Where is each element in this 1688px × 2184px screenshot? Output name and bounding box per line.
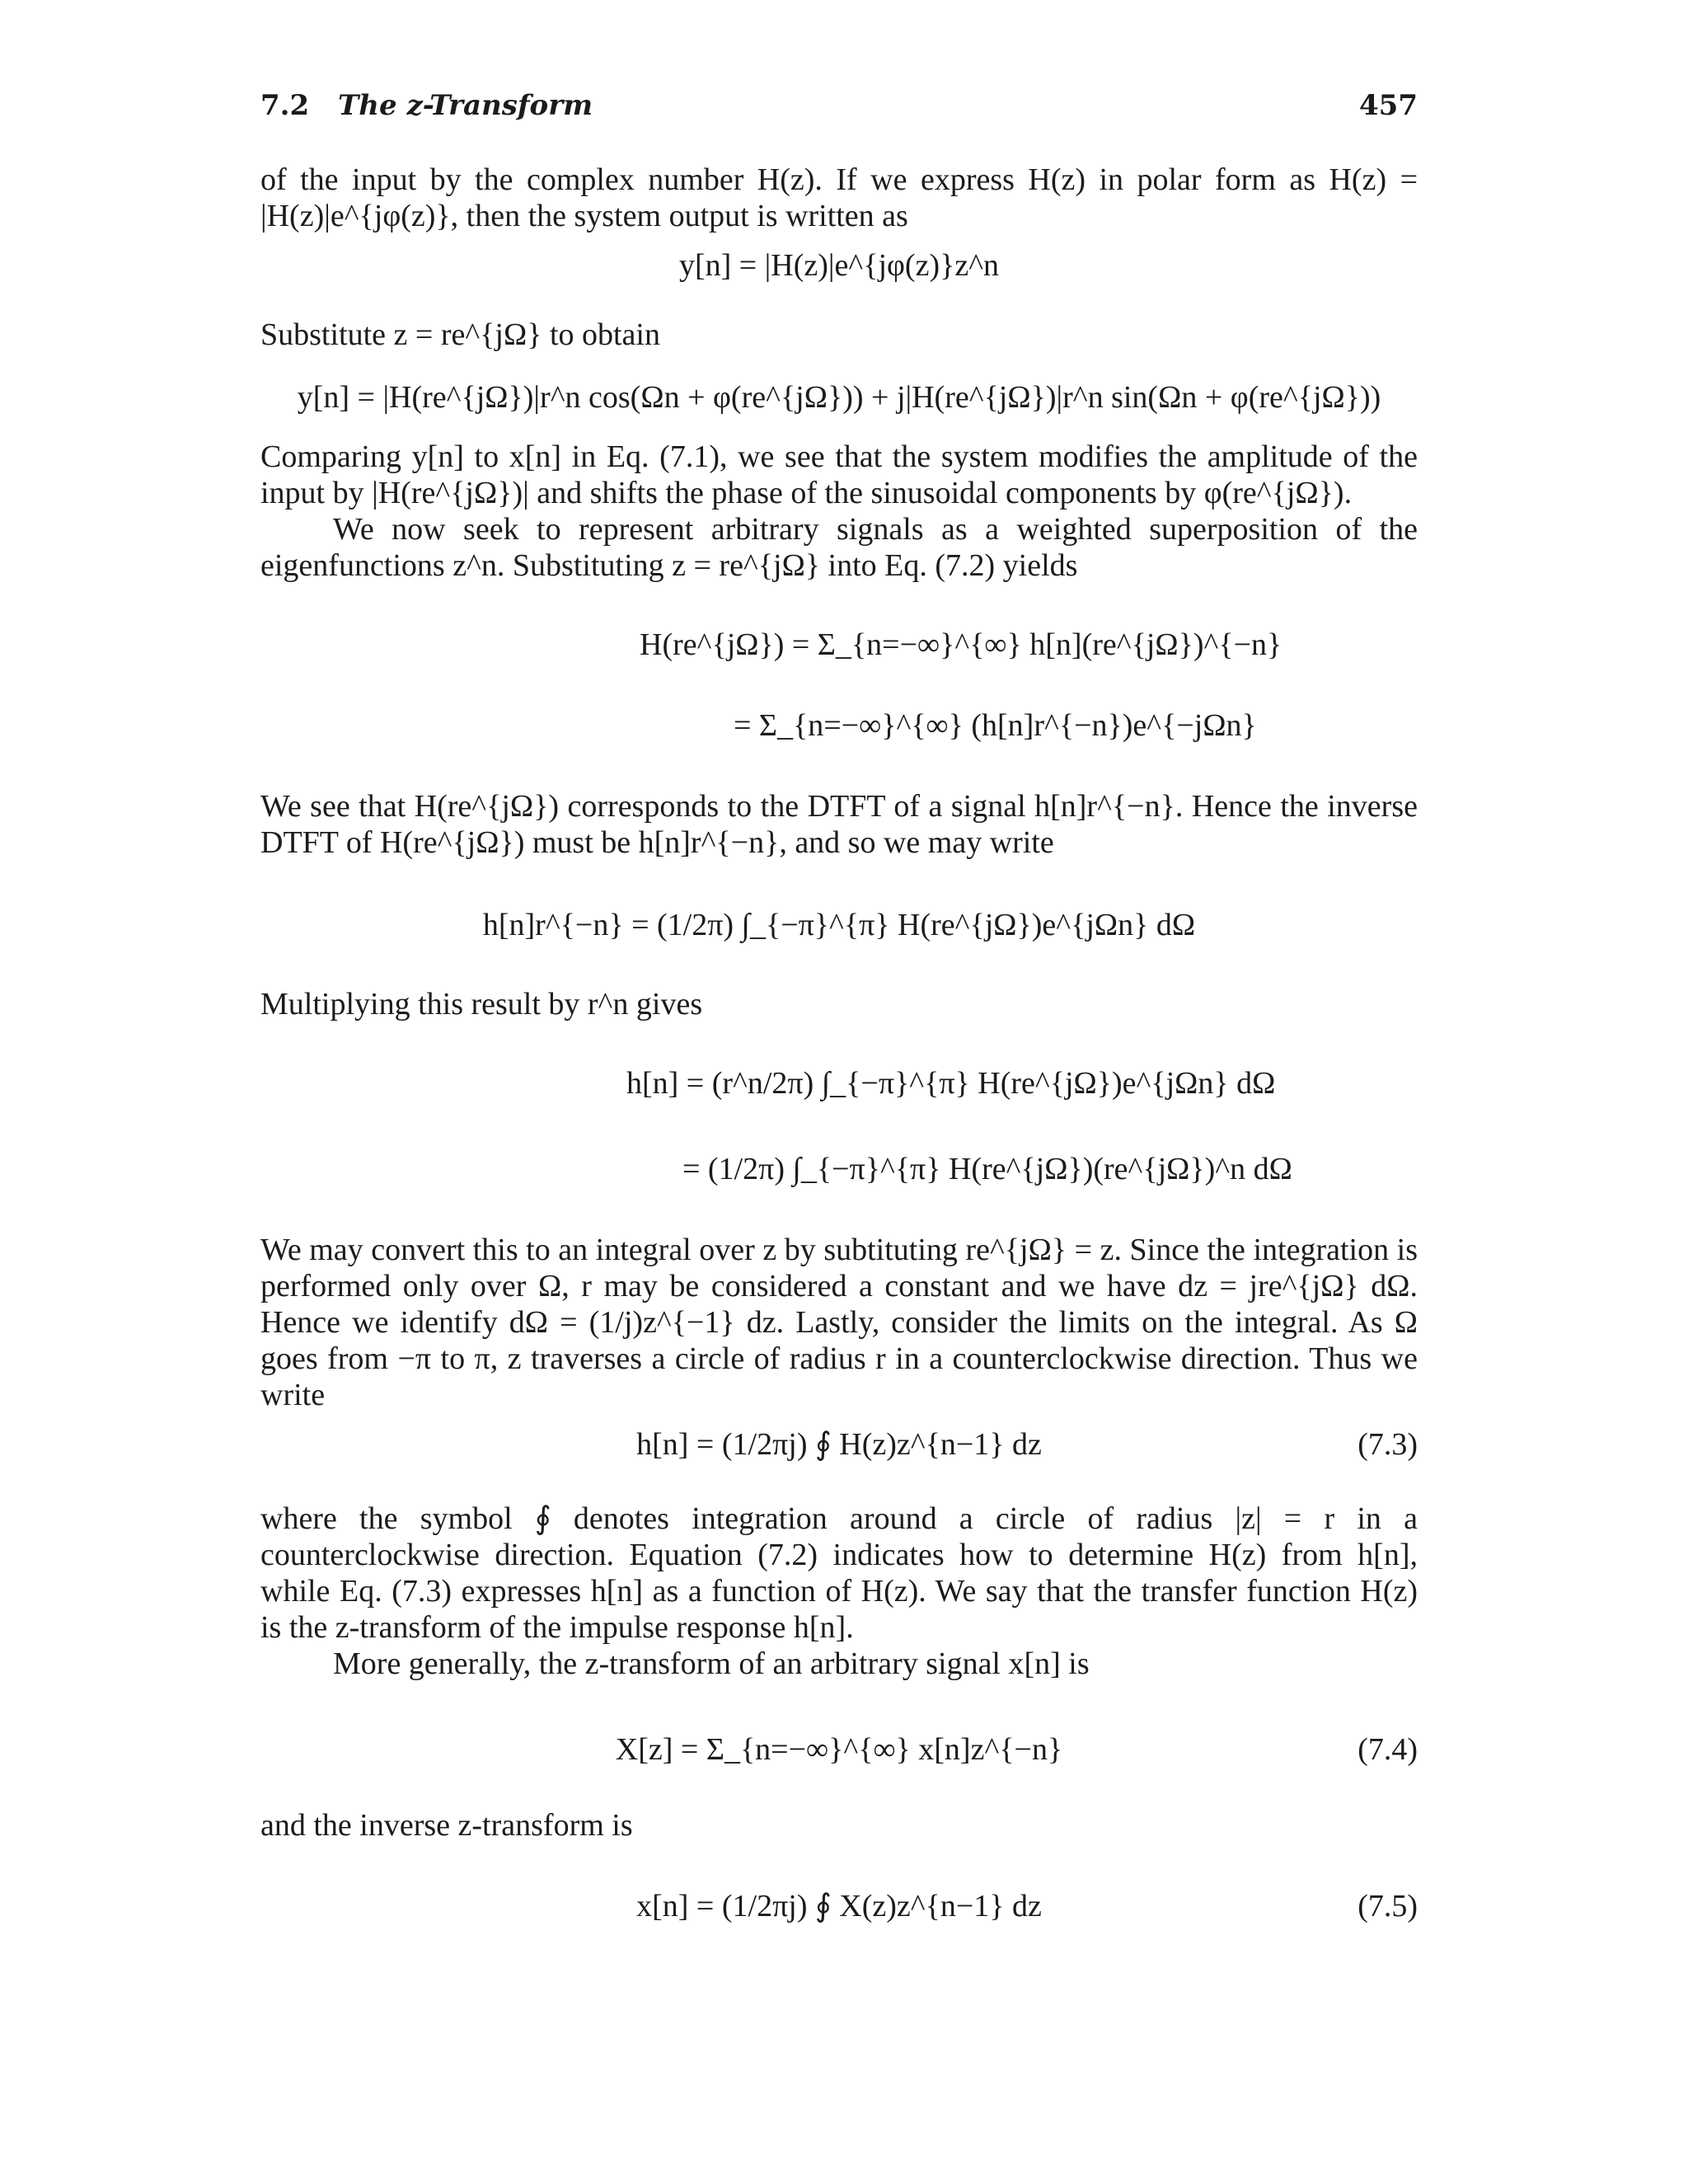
equation-7-3-body: h[n] = (1/2πj) ∮ H(z)z^{n−1} dz	[636, 1427, 1042, 1462]
paragraph-4: We now seek to represent arbitrary signals as a weighted superposition of the eigenfunctions z^n. Substituting z = re^{jΩ} into Eq. (7.2) yields	[260, 512, 1418, 583]
equation-hn-line-1: h[n] = (r^n/2π) ∫_{−π}^{π} H(re^{jΩ})e^{jΩn} dΩ	[626, 1066, 1276, 1101]
equation-7-4-tag: (7.4)	[1357, 1732, 1418, 1767]
paragraph-1: of the input by the complex number H(z). If we express H(z) in polar form as H(z) = |H(z)|e^{jφ(z)}, then the system output is written as	[260, 162, 1418, 233]
page-header	[260, 89, 1418, 139]
paragraph-6: Multiplying this result by r^n gives	[260, 987, 703, 1022]
section-number: 7.2	[260, 89, 310, 122]
paragraph-3: Comparing y[n] to x[n] in Eq. (7.1), we see that the system modifies the amplitude of the input by |H(re^{jΩ})| and shifts the phase of the sinusoidal components by φ(re^{jΩ}).	[260, 439, 1418, 510]
equation-7-4-body: X[z] = Σ_{n=−∞}^{∞} x[n]z^{−n}	[615, 1732, 1063, 1767]
equation-y-polar: y[n] = |H(z)|e^{jφ(z)}z^n	[678, 248, 1000, 283]
equation-hn-line-2: = (1/2π) ∫_{−π}^{π} H(re^{jΩ})(re^{jΩ})^n dΩ	[682, 1152, 1292, 1186]
paragraph-10: and the inverse z-transform is	[260, 1808, 633, 1843]
equation-y-sinusoid: y[n] = |H(re^{jΩ})|r^n cos(Ωn + φ(re^{jΩ})) + j|H(re^{jΩ})|r^n sin(Ωn + φ(re^{jΩ}))	[297, 380, 1381, 415]
page-number: 457	[1359, 89, 1418, 122]
equation-h-r: h[n]r^{−n} = (1/2π) ∫_{−π}^{π} H(re^{jΩ})e^{jΩn} dΩ	[482, 908, 1196, 942]
running-title: The z-Transform	[338, 89, 593, 122]
equation-7-4	[260, 1731, 1418, 1768]
paragraph-9: More generally, the z-transform of an arbitrary signal x[n] is	[333, 1646, 1090, 1681]
paragraph-7: We may convert this to an integral over z by subtituting re^{jΩ} = z. Since the integration is performed only over Ω, r may be considered a constant and we have dz = jre^{jΩ} dΩ. Hence we identify dΩ = (1/j)z^{−1} dz. Lastly, consider the limits on the integral. As Ω goes from −π to π, z traverses a circle of radius r in a counterclockwise direction. Thus we write	[260, 1233, 1418, 1412]
paragraph-8: where the symbol ∮ denotes integration around a circle of radius |z| = r in a counterclockwise direction. Equation (7.2) indicates how to determine H(z) from h[n], while Eq. (7.3) expresses h[n] as a function of H(z). We say that the transfer function H(z) is the z-transform of the impulse response h[n].	[260, 1501, 1418, 1645]
paragraph-2: Substitute z = re^{jΩ} to obtain	[260, 317, 660, 352]
equation-7-5-tag: (7.5)	[1357, 1889, 1418, 1923]
equation-7-3-tag: (7.3)	[1357, 1427, 1418, 1462]
equation-H-line-2: = Σ_{n=−∞}^{∞} (h[n]r^{−n})e^{−jΩn}	[734, 708, 1257, 743]
equation-7-5-body: x[n] = (1/2πj) ∮ X(z)z^{n−1} dz	[636, 1889, 1042, 1923]
paragraph-5: We see that H(re^{jΩ}) corresponds to the DTFT of a signal h[n]r^{−n}. Hence the inverse DTFT of H(re^{jΩ}) must be h[n]r^{−n}, and so we may write	[260, 789, 1418, 860]
equation-H-line-1: H(re^{jΩ}) = Σ_{n=−∞}^{∞} h[n](re^{jΩ})^{−n}	[640, 627, 1282, 662]
equation-7-3	[260, 1426, 1418, 1463]
equation-7-5	[260, 1888, 1418, 1924]
